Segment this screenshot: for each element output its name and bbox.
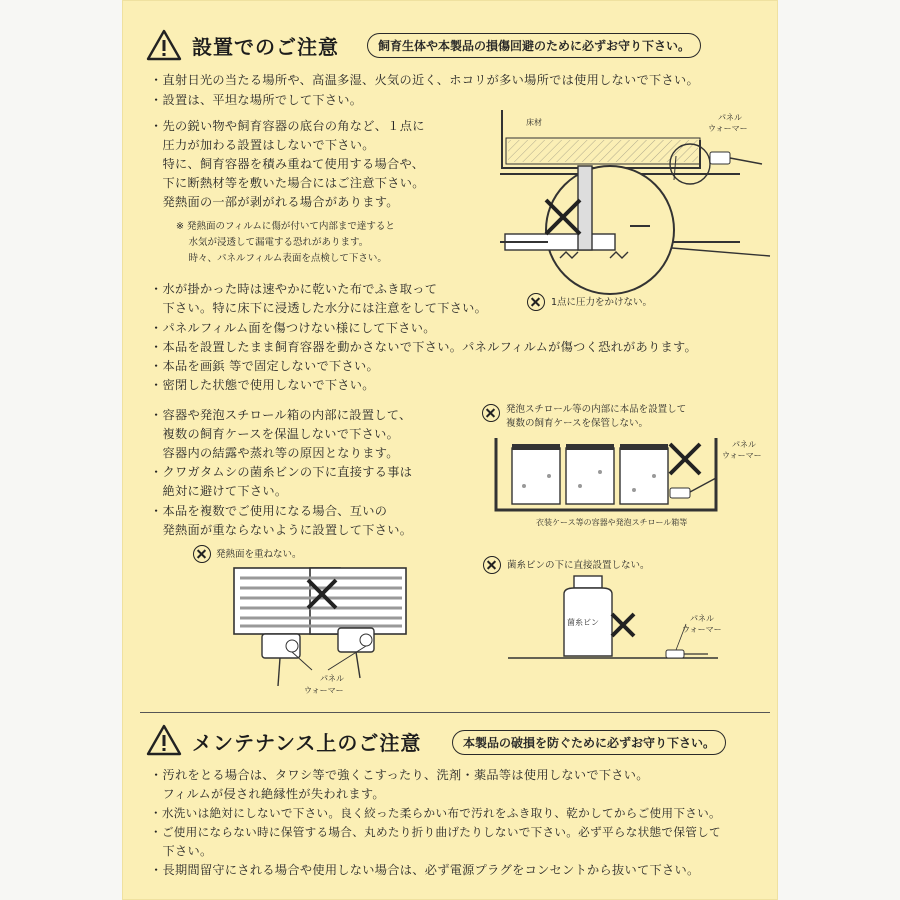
text-line: 下さい。特に床下に浸透した水分には注意をして下さい。 [150, 301, 488, 315]
panel-label-line1: パネル [320, 674, 344, 683]
text-line: ・容器や発泡スチロール箱の内部に設置して、 [150, 408, 412, 422]
text-line: 容器内の結露や蒸れ等の原因となります。 [150, 446, 399, 460]
figure-styrofoam-box [494, 436, 724, 514]
text-line: ・密閉した状態で使用しないで下さい。 [150, 378, 375, 392]
figure-point-pressure [500, 108, 770, 308]
section-note-maintenance: 本製品の破損を防ぐために必ずお守り下さい。 [452, 730, 726, 755]
text-line: ・水が掛かった時は速やかに乾いた布でふき取って [150, 282, 438, 296]
footnote-line: 時々、パネルフィルム表面を点検して下さい。 [176, 253, 387, 264]
panel-label-line2: ウォーマー [304, 686, 344, 695]
footnote-line: ※ 発熱面のフィルムに傷が付いて内部まで達すると [176, 221, 395, 232]
panel-label-line2: ウォーマー [708, 124, 748, 133]
text-line: 絶対に避けて下さい。 [150, 484, 288, 498]
text-line: 発熱面の一部が剥がれる場合があります。 [150, 195, 399, 209]
floor-label: 床材 [526, 118, 542, 127]
figure-caption: 発泡スチロール等の内部に本品を設置して [506, 404, 687, 415]
prohibited-icon [193, 545, 211, 563]
figure-caption: 菌糸ビンの下に直接設置しない。 [507, 560, 650, 571]
text-line: ・パネルフィルム面を傷つけない様にして下さい。 [150, 321, 436, 335]
text-line: ・長期間留守にされる場合や使用しない場合は、必ず電源プラグをコンセントから抜いて下さい。 [150, 863, 700, 877]
text-line: ・本品を画鋲 等で固定しないで下さい。 [150, 359, 379, 373]
panel-label-line2: ウォーマー [682, 625, 722, 634]
text-line: ・水洗いは絶対にしないで下さい。良く絞った柔らかい布で汚れをふき取り、乾かしてからご使用下さい。 [150, 806, 721, 820]
panel-label-line2: ウォーマー [722, 451, 762, 460]
footnote-line: 水気が浸透して漏電する恐れがあります。 [176, 237, 369, 248]
prohibited-icon [527, 293, 545, 311]
figure-caption: 発熱面を重ねない。 [216, 549, 302, 560]
text-line: ・クワガタムシの菌糸ビンの下に直接する事は [150, 465, 413, 479]
text-line: 複数の飼育ケースを保温しないで下さい。 [150, 427, 400, 441]
text-line: ・設置は、平坦な場所でして下さい。 [150, 93, 363, 107]
prohibited-icon [483, 556, 501, 574]
section-note-installation: 飼育生体や本製品の損傷回避のために必ずお守り下さい。 [367, 33, 701, 58]
section-title-installation: 設置でのご注意 [192, 35, 339, 59]
warning-icon [146, 29, 182, 61]
warning-icon [146, 724, 182, 756]
text-line: ・直射日光の当たる場所や、高温多湿、火気の近く、ホコリが多い場所では使用しないで下さい。 [150, 73, 699, 87]
text-line: ・本品を複数でご使用になる場合、互いの [150, 504, 388, 518]
bottle-label: 菌糸ビン [567, 618, 599, 627]
section-divider [140, 712, 770, 713]
panel-label-line1: パネル [690, 614, 714, 623]
text-line: ・先の鋭い物や飼育容器の底台の角など、１点に [150, 119, 425, 133]
text-line: 発熱面が重ならないように設置して下さい。 [150, 523, 413, 537]
panel-label-line1: パネル [732, 440, 756, 449]
text-line: ・本品を設置したまま飼育容器を動かさないで下さい。パネルフィルムが傷つく恐れがあります。 [150, 340, 698, 354]
text-line: 下さい。 [150, 844, 213, 858]
text-line: 圧力が加わる設置はしないで下さい。 [150, 138, 375, 152]
text-line: 下に断熱材等を敷いた場合にはご注意下さい。 [150, 176, 425, 190]
text-line: フィルムが侵され絶縁性が失われます。 [150, 787, 385, 801]
text-line: 特に、飼育容器を積み重ねて使用する場合や、 [150, 157, 425, 171]
figure-caption: 複数の飼育ケースを保管しない。 [506, 418, 649, 429]
figure-caption: 1点に圧力をかけない。 [551, 297, 653, 308]
text-line: ・ご使用にならない時に保管する場合、丸めたり折り曲げたりしないで下さい。必ず平らな状態で保管して [150, 825, 721, 839]
figure-caption-bottom: 衣装ケース等の容器や発泡スチロール箱等 [536, 518, 688, 527]
prohibited-icon [482, 404, 500, 422]
text-line: ・汚れをとる場合は、タワシ等で強くこすったり、洗剤・薬品等は使用しないで下さい。 [150, 768, 649, 782]
section-title-maintenance: メンテナンス上のご注意 [192, 731, 422, 755]
panel-label-line1: パネル [718, 113, 742, 122]
